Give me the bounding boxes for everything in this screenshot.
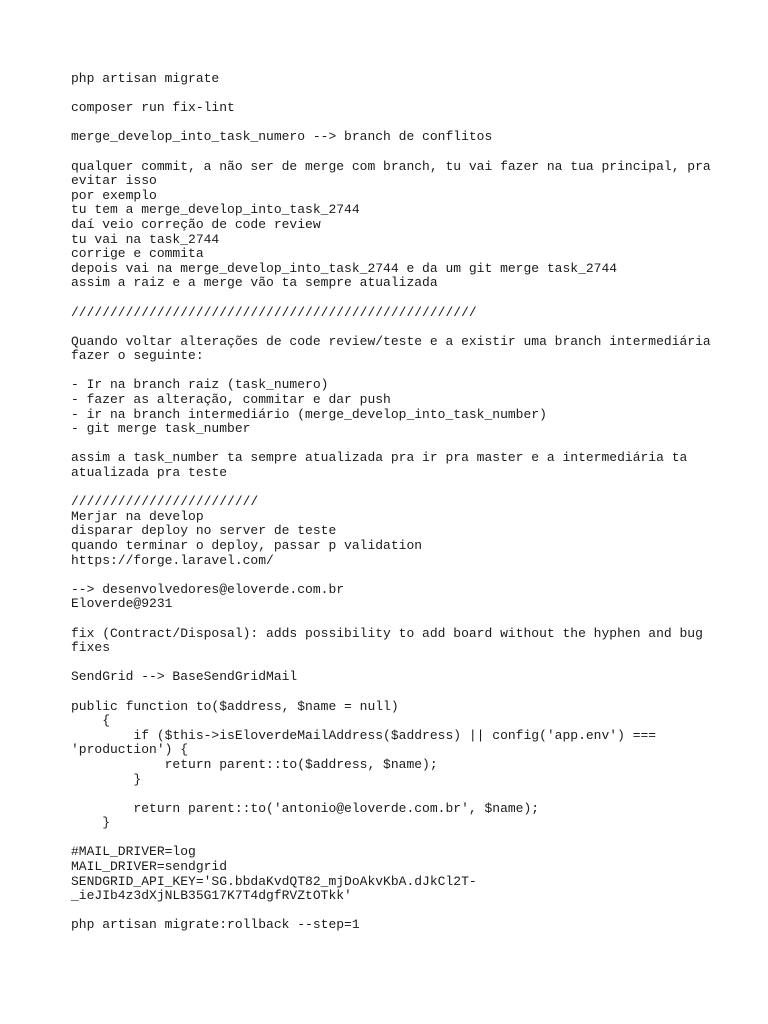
text-line: tu tem a merge_develop_into_task_2744	[71, 202, 360, 218]
text-line: daí veio correção de code review	[71, 216, 321, 232]
text-line: corrige e commita	[71, 246, 204, 262]
code-line: public function to($address, $name = null)	[71, 698, 399, 714]
text-line: fix (Contract/Disposal): adds possibility to add board without the hyphen and bug	[71, 625, 703, 641]
text-line: merge_develop_into_task_numero --> branch de conflitos	[71, 129, 493, 145]
blank-line	[71, 320, 711, 335]
blank-line	[71, 612, 711, 627]
text-line: fazer o seguinte:	[71, 348, 204, 364]
list-item: - Ir na branch raiz (task_numero)	[71, 377, 329, 393]
blank-line	[71, 685, 711, 700]
blank-line	[71, 364, 711, 379]
blank-line	[71, 87, 711, 102]
text-line: quando terminar o deploy, passar p validation	[71, 538, 423, 553]
code-line: if ($this->isEloverdeMailAddress($address) || config('app.env') ===	[71, 727, 657, 743]
blank-line	[71, 145, 711, 160]
text-line: depois vai na merge_develop_into_task_2744 e da um git merge task_2744	[71, 260, 618, 276]
list-item: - fazer as alteração, commitar e dar push	[71, 392, 391, 408]
code-line: 'production') {	[71, 742, 189, 758]
list-item: - git merge task_number	[71, 421, 251, 437]
config-line: MAIL_DRIVER=sendgrid	[71, 859, 228, 875]
code-line: }	[71, 815, 111, 831]
blank-line	[71, 568, 711, 583]
text-line: assim a task_number ta sempre atualizada pra ir pra master e a intermediária ta	[71, 450, 688, 466]
blank-line	[71, 656, 711, 671]
url-line: https://forge.laravel.com/	[71, 552, 274, 568]
text-line: Quando voltar alterações de code review/teste e a existir uma branch intermediária	[71, 333, 711, 349]
separator-line: ////////////////////////	[71, 494, 259, 510]
code-line: }	[71, 771, 142, 787]
text-line: tu vai na task_2744	[71, 231, 220, 247]
text-line: Eloverde@9231	[71, 596, 173, 612]
config-line: _ieJIb4z3dXjNLB35G17K7T4dgfRVZtOTkk'	[71, 888, 352, 904]
document-text	[71, 72, 711, 933]
separator-line: ////////////////////////////////////////////////////	[71, 304, 477, 320]
config-line: SENDGRID_API_KEY='SG.bbdaKvdQT82_mjDoAkvKbA.dJkCl2T-	[71, 873, 477, 889]
blank-line	[71, 291, 711, 306]
text-line: --> desenvolvedores@eloverde.com.br	[71, 581, 345, 597]
text-line: disparar deploy no server de teste	[71, 523, 337, 539]
blank-line	[71, 904, 711, 919]
text-line: php artisan migrate	[71, 71, 220, 86]
code-line: return parent::to($address, $name);	[71, 756, 438, 772]
text-line: php artisan migrate:rollback --step=1	[71, 917, 360, 933]
text-line: assim a raiz e a merge vão ta sempre atualizada	[71, 275, 438, 291]
code-line: return parent::to('antonio@eloverde.com.br', $name);	[71, 800, 540, 816]
blank-line	[71, 437, 711, 452]
config-line: #MAIL_DRIVER=log	[71, 844, 196, 860]
blank-line	[71, 787, 711, 802]
text-line: por exemplo	[71, 187, 157, 203]
text-line: qualquer commit, a não ser de merge com branch, tu vai fazer na tua principal, pra	[71, 158, 711, 174]
blank-line	[71, 481, 711, 496]
blank-line	[71, 831, 711, 846]
blank-line	[71, 116, 711, 131]
code-line: {	[71, 713, 111, 729]
text-line: composer run fix-lint	[71, 100, 235, 116]
list-item: - ir na branch intermediário (merge_develop_into_task_number)	[71, 406, 547, 422]
text-line: fixes	[71, 640, 111, 656]
text-line: atualizada pra teste	[71, 465, 228, 481]
text-line: Merjar na develop	[71, 508, 204, 524]
text-line: evitar isso	[71, 173, 157, 189]
text-line: SendGrid --> BaseSendGridMail	[71, 669, 298, 685]
